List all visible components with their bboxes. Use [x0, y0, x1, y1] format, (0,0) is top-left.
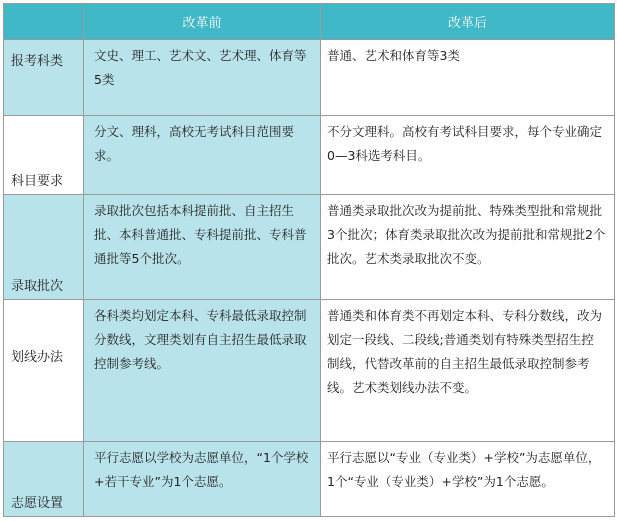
after-cell: 平行志愿以“专业（专业类）+学校”为志愿单位，1个“专业（专业类）+学校”为1个志愿。	[321, 442, 615, 517]
table-row	[4, 300, 615, 442]
before-cell: 分文、理科，高校无考试科目范围要求。	[84, 116, 321, 195]
row-label: 录取批次	[4, 195, 84, 300]
before-cell: 录取批次包括本科提前批、自主招生批、本科普通批、专科提前批、专科普通批等5个批次。	[84, 195, 321, 300]
header-row	[4, 4, 615, 40]
table-row	[4, 116, 615, 195]
after-cell: 普通类录取批次改为提前批、特殊类型批和常规批3个批次；体育类录取批次改为提前批和常规批2个批次。艺术类录取批次不变。	[321, 195, 615, 300]
row-label: 报考科类	[4, 40, 84, 116]
table-row	[4, 442, 615, 517]
row-label: 科目要求	[4, 116, 84, 195]
row-label: 志愿设置	[4, 442, 84, 517]
before-cell: 平行志愿以学校为志愿单位，“1个学校+若干专业”为1个志愿。	[84, 442, 321, 517]
reform-comparison-table	[3, 3, 615, 517]
after-cell: 不分文理科。高校有考试科目要求，每个专业确定0—3科选考科目。	[321, 116, 615, 195]
row-label: 划线办法	[4, 300, 84, 442]
before-cell: 各科类均划定本科、专科最低录取控制分数线，文理类划有自主招生最低录取控制参考线。	[84, 300, 321, 442]
header-after: 改革后	[321, 4, 615, 40]
after-cell: 普通类和体育类不再划定本科、专科分数线，改为划定一段线、二段线;普通类划有特殊类型招生控制线，代替改革前的自主招生最低录取控制参考线。艺术类划线办法不变。	[321, 300, 615, 442]
after-cell: 普通、艺术和体育等3类	[321, 40, 615, 116]
header-before: 改革前	[84, 4, 321, 40]
before-cell: 文史、理工、艺术文、艺术理、体育等5类	[84, 40, 321, 116]
header-category-cell	[4, 4, 84, 40]
table-row	[4, 40, 615, 116]
comparison-table-container	[3, 3, 614, 517]
table-row	[4, 195, 615, 300]
